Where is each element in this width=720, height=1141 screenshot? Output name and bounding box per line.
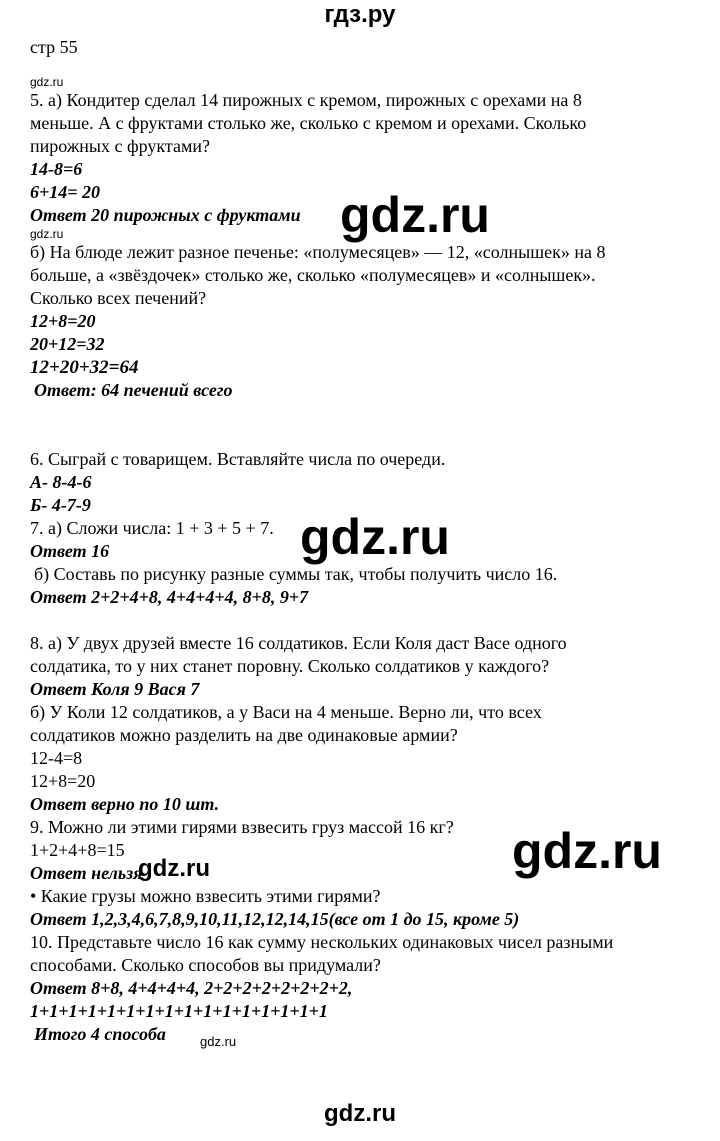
problem-9-calc-1: 1+2+4+8=15 <box>30 840 125 860</box>
spacer <box>30 609 710 632</box>
problem-5a-line-1: 5. а) Кондитер сделал 14 пирожных с кремом, пирожных с орехами на 8 <box>30 90 582 110</box>
problem-10-answer-3: Итого 4 способа <box>34 1024 166 1044</box>
problem-5b-calc-1: 12+8=20 <box>30 311 96 331</box>
watermark-small: gdz.ru <box>30 75 64 89</box>
watermark-medium: gdz.ru <box>138 855 210 882</box>
problem-5a-calc-2: 6+14= 20 <box>30 182 101 202</box>
problem-8a-line-1: 8. а) У двух друзей вместе 16 солдатиков. Если Коля даст Васе одного <box>30 633 567 653</box>
problem-5a-answer: Ответ 20 пирожных с фруктами <box>30 205 301 225</box>
problem-10-answer-1: Ответ 8+8, 4+4+4+4, 2+2+2+2+2+2+2+2, <box>30 978 353 998</box>
page-label: стр 55 <box>30 37 78 57</box>
footer-watermark: gdz.ru <box>324 1100 396 1127</box>
problem-7a-answer: Ответ 16 <box>30 541 110 561</box>
problem-8b-line-1: б) У Коли 12 солдатиков, а у Васи на 4 меньше. Верно ли, что всех <box>30 702 542 722</box>
problem-9-answer-1: Ответ нельзя <box>30 863 143 883</box>
problem-8a-answer: Ответ Коля 9 Вася 7 <box>30 679 200 699</box>
watermark-small: gdz.ru <box>30 227 64 241</box>
problem-5a-line-2: меньше. А с фруктами столько же, сколько с кремом и орехами. Сколько <box>30 113 587 133</box>
problem-5a-line-3: пирожных с фруктами? <box>30 136 210 156</box>
watermark-large: gdz.ru <box>300 509 450 565</box>
problem-10-line-1: 10. Представьте число 16 как сумму нескольких одинаковых чисел разными <box>30 932 614 952</box>
problem-8a-line-2: солдатика, то у них станет поровну. Сколько солдатиков у каждого? <box>30 656 550 676</box>
problem-8b-calc-1: 12-4=8 <box>30 748 83 768</box>
problem-7b-line: б) Составь по рисунку разные суммы так, чтобы получить число 16. <box>34 564 558 584</box>
problem-6-answer-b: Б- 4-7-9 <box>30 495 91 515</box>
problem-5b-line-1: б) На блюде лежит разное печенье: «полумесяцев» — 12, «солнышек» на 8 <box>30 242 606 262</box>
problem-8b-answer: Ответ верно по 10 шт. <box>30 794 220 814</box>
problem-9-bullet-question: • Какие грузы можно взвесить этими гирями? <box>30 886 381 906</box>
problem-8b-calc-2: 12+8=20 <box>30 771 96 791</box>
problem-5b-answer: Ответ: 64 печений всего <box>34 380 233 400</box>
spacer <box>30 402 710 448</box>
problem-8b-line-2: солдатиков можно разделить на две одинаковые армии? <box>30 725 458 745</box>
problem-5b-line-2: больше, а «звёздочек» столько же, сколько «полумесяцев» и «солнышек». <box>30 265 596 285</box>
problem-10-answer-2: 1+1+1+1+1+1+1+1+1+1+1+1+1+1+1+1 <box>30 1001 328 1021</box>
problem-5a-calc-1: 14-8=6 <box>30 159 83 179</box>
watermark-large: gdz.ru <box>340 187 490 243</box>
site-title: гдз.ру <box>324 1 396 28</box>
problem-10-line-2: способами. Сколько способов вы придумали? <box>30 955 381 975</box>
problem-5b-calc-3: 12+20+32=64 <box>30 357 139 378</box>
watermark-small: gdz.ru <box>200 1034 237 1049</box>
problem-5b-calc-2: 20+12=32 <box>30 334 105 354</box>
problem-6-answer-a: А- 8-4-6 <box>30 472 92 492</box>
problem-9-line-1: 9. Можно ли этими гирями взвесить груз массой 16 кг? <box>30 817 454 837</box>
problem-6-line-1: 6. Сыграй с товарищем. Вставляйте числа по очереди. <box>30 449 446 469</box>
spacer <box>30 59 710 75</box>
problem-7a-line: 7. а) Сложи числа: 1 + 3 + 5 + 7. <box>30 518 274 538</box>
problem-9-answer-2: Ответ 1,2,3,4,6,7,8,9,10,11,12,12,14,15(все от 1 до 15, кроме 5) <box>30 909 520 929</box>
problem-5b-line-3: Сколько всех печений? <box>30 288 207 308</box>
problem-7b-answer: Ответ 2+2+4+8, 4+4+4+4, 8+8, 9+7 <box>30 587 309 607</box>
watermark-large: gdz.ru <box>512 823 662 879</box>
